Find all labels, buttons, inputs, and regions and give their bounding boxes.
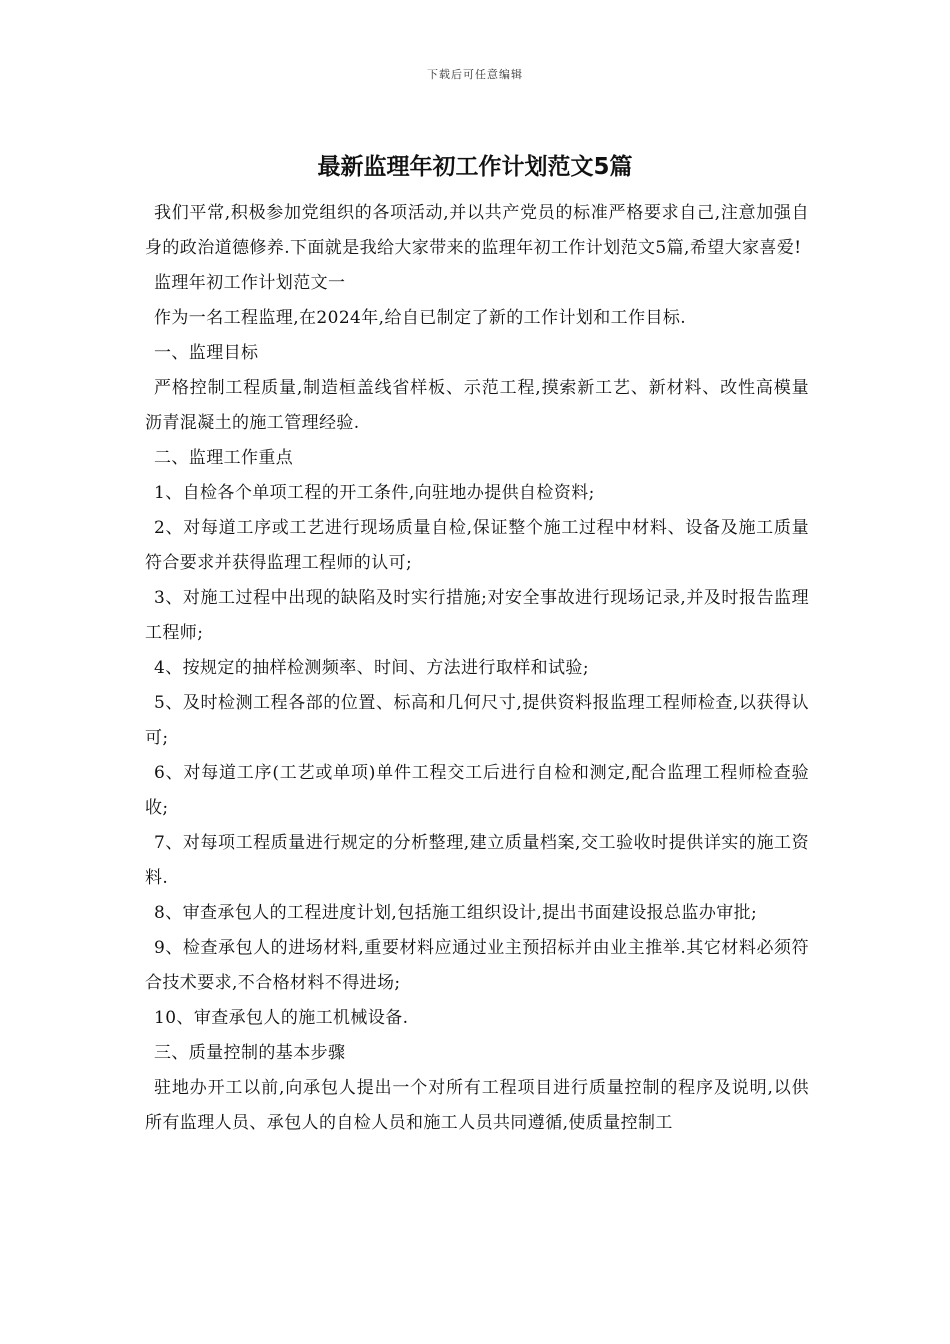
paragraph-heading: 一、监理目标 xyxy=(154,343,259,363)
list-item: 9、检查承包人的进场材料,重要材料应通过业主预招标并由业主推举.其它材料必须符合技术要求,不合格材料不得进场; xyxy=(145,938,809,993)
list-item: 3、对施工过程中出现的缺陷及时实行措施;对安全事故进行现场记录,并及时报告监理工程师; xyxy=(145,588,809,643)
paragraph-heading: 三、质量控制的基本步骤 xyxy=(154,1043,346,1063)
list-item: 7、对每项工程质量进行规定的分析整理,建立质量档案,交工验收时提供详实的施工资料. xyxy=(145,833,809,888)
list-item: 1、自检各个单项工程的开工条件,向驻地办提供自检资料; xyxy=(154,483,595,503)
paragraph-heading: 二、监理工作重点 xyxy=(154,448,294,468)
list-item: 2、对每道工序或工艺进行现场质量自检,保证整个施工过程中材料、设备及施工质量符合要求并获得监理工程师的认可; xyxy=(145,518,809,573)
list-item: 5、及时检测工程各部的位置、标高和几何尺寸,提供资料报监理工程师检查,以获得认可; xyxy=(145,693,809,748)
list-item: 10、审查承包人的施工机械设备. xyxy=(154,1008,409,1028)
list-item: 8、审查承包人的工程进度计划,包括施工组织设计,提出书面建设报总监办审批; xyxy=(154,903,758,923)
paragraph-section-heading: 监理年初工作计划范文一 xyxy=(154,273,346,293)
document-title: 最新监理年初工作计划范文5篇 xyxy=(317,154,633,180)
paragraph: 严格控制工程质量,制造桓盖线省样板、示范工程,摸索新工艺、新材料、改性高模量沥青混凝土的施工管理经验. xyxy=(145,378,809,433)
paragraph: 作为一名工程监理,在2024年,给自已制定了新的工作计划和工作目标. xyxy=(154,308,687,328)
paragraph: 驻地办开工以前,向承包人提出一个对所有工程项目进行质量控制的程序及说明,以供所有监理人员、承包人的自检人员和施工人员共同遵循,使质量控制工 xyxy=(145,1078,809,1133)
document-body xyxy=(145,196,809,1141)
paragraph-intro: 我们平常,积极参加党组织的各项活动,并以共产党员的标准严格要求自己,注意加强自身的政治道德修养.下面就是我给大家带来的监理年初工作计划范文5篇,希望大家喜爱! xyxy=(145,203,809,258)
list-item: 6、对每道工序(工艺或单项)单件工程交工后进行自检和测定,配合监理工程师检查验收; xyxy=(145,763,809,818)
list-item: 4、按规定的抽样检测频率、时间、方法进行取样和试验; xyxy=(154,658,589,678)
header-note: 下载后可任意编辑 xyxy=(427,68,523,81)
